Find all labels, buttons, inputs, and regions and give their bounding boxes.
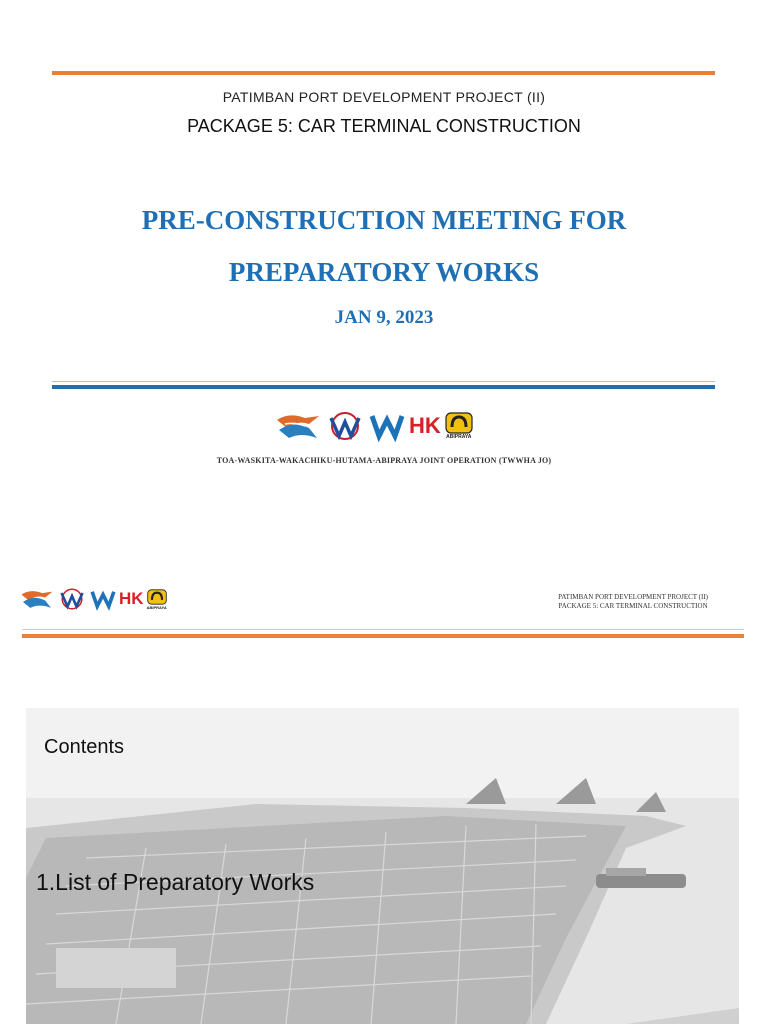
toa-logo <box>275 410 321 442</box>
blue-rule <box>52 385 715 389</box>
port-aerial-photo <box>26 708 739 1024</box>
slide2-header-text <box>558 593 708 611</box>
meeting-date: JAN 9, 2023 <box>334 307 434 328</box>
toa-logo-small <box>20 587 54 611</box>
abipraya-label: ABIPRAYA <box>446 434 472 440</box>
wakachiku-logo-small <box>90 587 116 611</box>
blue-rule-thin <box>52 381 715 382</box>
hk-logo: HK <box>409 413 441 438</box>
title-line-1: PRE-CONSTRUCTION MEETING FOR <box>141 205 627 235</box>
title-line-2: PREPARATORY WORKS <box>228 257 540 287</box>
project-line: PATIMBAN PORT DEVELOPMENT PROJECT (II) <box>222 89 546 105</box>
wakachiku-logo <box>369 410 405 442</box>
abipraya-mark-icon <box>445 412 473 434</box>
package-line: PACKAGE 5: CAR TERMINAL CONSTRUCTION <box>187 116 581 136</box>
partner-logos <box>275 410 473 442</box>
hk-logo-small: HK <box>119 589 144 608</box>
slide2-project-line: PATIMBAN PORT DEVELOPMENT PROJECT (II) <box>558 593 708 601</box>
joint-operation-line: TOA-WASKITA-WAKACHIKU-HUTAMA-ABIPRAYA JOINT OPERATION (TWWHA JO) <box>216 456 552 465</box>
abipraya-logo <box>445 412 473 440</box>
abipraya-label-small: ABIPRAYA <box>146 604 167 610</box>
slide2-package-line: PACKAGE 5: CAR TERMINAL CONSTRUCTION <box>558 602 708 610</box>
abipraya-logo-small <box>147 589 167 610</box>
contents-item-1: 1.List of Preparatory Works <box>36 869 315 895</box>
waskita-logo <box>325 410 365 442</box>
waskita-logo-small <box>57 587 87 611</box>
header-logos <box>20 587 167 611</box>
port-terminal-image <box>26 708 739 1024</box>
slide2-orange-rule <box>22 634 744 638</box>
contents-heading: Contents <box>44 736 125 758</box>
slide2-orange-rule-thin <box>22 629 744 630</box>
top-orange-rule <box>52 71 715 75</box>
abipraya-mark-icon-small <box>147 589 167 605</box>
